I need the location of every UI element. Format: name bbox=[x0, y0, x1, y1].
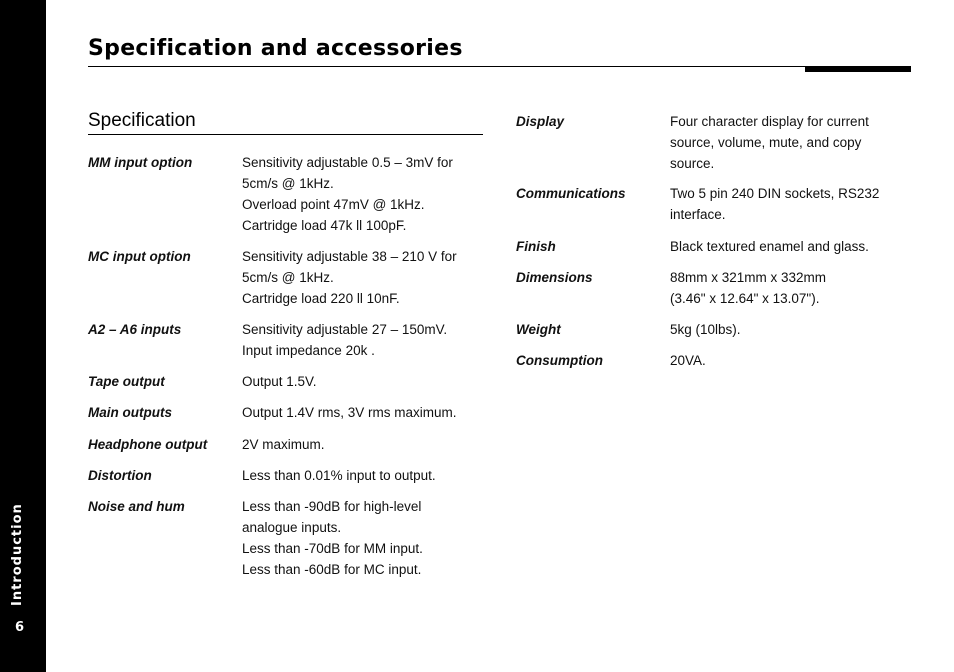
spec-value-line: Less than -60dB for MC input. bbox=[242, 562, 422, 577]
spec-value-line: Less than -70dB for MM input. bbox=[242, 541, 423, 556]
spec-label: Display bbox=[516, 114, 565, 129]
section-heading: Specification bbox=[88, 110, 196, 131]
spec-value-line: Less than -90dB for high-level bbox=[242, 499, 422, 514]
spec-value bbox=[670, 111, 869, 174]
spec-label: Finish bbox=[516, 239, 556, 254]
spec-label: Headphone output bbox=[88, 437, 208, 452]
page-title: Specification and accessories bbox=[88, 36, 463, 61]
spec-value-line: Two 5 pin 240 DIN sockets, RS232 bbox=[670, 186, 880, 201]
spec-value bbox=[670, 350, 706, 371]
page-number: 6 bbox=[15, 620, 25, 635]
spec-value-line: 2V maximum. bbox=[242, 437, 325, 452]
spec-value bbox=[242, 246, 457, 309]
spec-value bbox=[242, 371, 317, 392]
spec-value-line: source. bbox=[670, 156, 715, 171]
spec-value-line: Sensitivity adjustable 27 – 150mV. bbox=[242, 322, 448, 337]
spec-value bbox=[242, 496, 423, 580]
section-tab-label: Introduction bbox=[10, 503, 25, 606]
spec-value-line: Output 1.5V. bbox=[242, 374, 317, 389]
title-accent-bar bbox=[805, 66, 911, 72]
spec-value bbox=[242, 434, 325, 455]
spec-value-line: 88mm x 321mm x 332mm bbox=[670, 270, 827, 285]
spec-value-line: 5cm/s @ 1kHz. bbox=[242, 270, 334, 285]
spec-value-line: analogue inputs. bbox=[242, 520, 342, 535]
spec-label: Tape output bbox=[88, 374, 165, 389]
spec-value-line: (3.46" x 12.64" x 13.07"). bbox=[670, 291, 820, 306]
spec-label: Distortion bbox=[88, 468, 152, 483]
spec-value bbox=[242, 152, 453, 236]
spec-value-line: Black textured enamel and glass. bbox=[670, 239, 869, 254]
spec-label: Main outputs bbox=[88, 405, 172, 420]
spec-value bbox=[242, 465, 436, 486]
spec-value bbox=[670, 319, 741, 340]
spec-value-line: 5cm/s @ 1kHz. bbox=[242, 176, 334, 191]
spec-value-line: Sensitivity adjustable 38 – 210 V for bbox=[242, 249, 457, 264]
spec-label: Weight bbox=[516, 322, 561, 337]
sidebar bbox=[0, 0, 46, 672]
spec-value-line: Cartridge load 47k ll 100pF. bbox=[242, 218, 407, 233]
spec-value-line: interface. bbox=[670, 207, 726, 222]
spec-value bbox=[242, 402, 457, 423]
spec-value-line: Less than 0.01% input to output. bbox=[242, 468, 436, 483]
spec-value bbox=[242, 319, 447, 361]
spec-label: MC input option bbox=[88, 249, 191, 264]
spec-value bbox=[670, 183, 879, 225]
section-rule bbox=[88, 134, 483, 135]
title-rule bbox=[88, 66, 910, 67]
spec-label: Consumption bbox=[516, 353, 603, 368]
spec-value-line: Four character display for current bbox=[670, 114, 869, 129]
spec-value bbox=[670, 236, 869, 257]
spec-label: MM input option bbox=[88, 155, 193, 170]
spec-value-line: Input impedance 20k . bbox=[242, 343, 375, 358]
spec-value-line: 20VA. bbox=[670, 353, 706, 368]
spec-label: Dimensions bbox=[516, 270, 593, 285]
spec-value-line: Cartridge load 220 ll 10nF. bbox=[242, 291, 400, 306]
spec-label: Communications bbox=[516, 186, 626, 201]
spec-label: A2 – A6 inputs bbox=[88, 322, 182, 337]
spec-value-line: Output 1.4V rms, 3V rms maximum. bbox=[242, 405, 457, 420]
spec-value-line: source, volume, mute, and copy bbox=[670, 135, 862, 150]
spec-value-line: Sensitivity adjustable 0.5 – 3mV for bbox=[242, 155, 453, 170]
spec-value-line: Overload point 47mV @ 1kHz. bbox=[242, 197, 425, 212]
spec-label: Noise and hum bbox=[88, 499, 185, 514]
spec-value bbox=[670, 267, 826, 309]
spec-value-line: 5kg (10lbs). bbox=[670, 322, 741, 337]
